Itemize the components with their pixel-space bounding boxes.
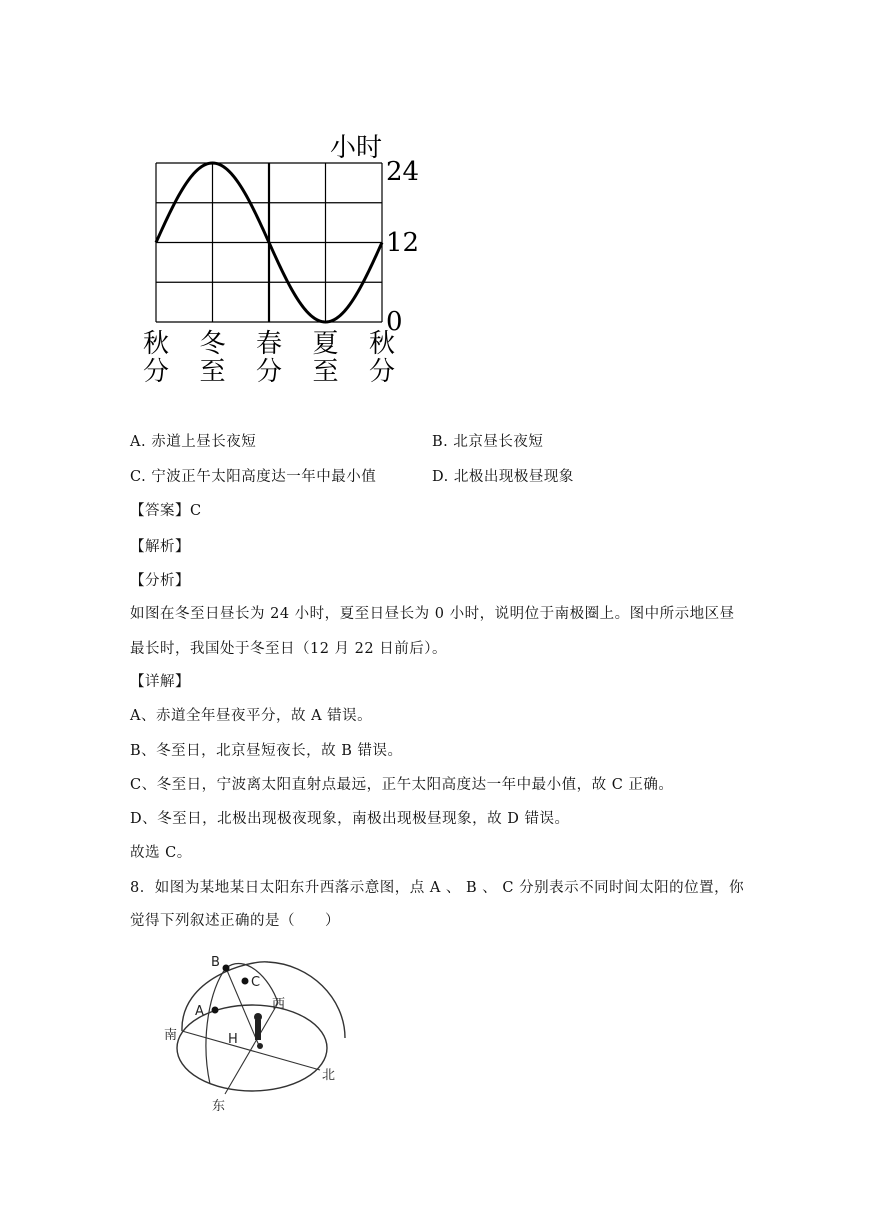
q8-line-2: 觉得下列叙述正确的是（ ）	[130, 913, 340, 929]
ytick-0: 0	[386, 307, 403, 337]
x-tick-label: 分	[142, 357, 170, 387]
detail-b: B、冬至日，北京昼短夜长，故 B 错误。	[130, 743, 403, 759]
x-tick-label: 夏	[312, 329, 339, 359]
label-west: 西	[272, 997, 286, 1012]
detail-a: A、赤道全年昼夜平分，故 A 错误。	[130, 708, 373, 724]
sun-point-c	[242, 978, 249, 985]
x-tick-label: 秋	[368, 329, 396, 359]
label-b: B	[211, 955, 220, 970]
detail-heading: 【详解】	[130, 674, 190, 690]
day-length-chart	[140, 130, 420, 390]
analysis-heading: 【解析】	[130, 539, 190, 555]
x-tick-labels	[143, 329, 395, 387]
ytick-12: 12	[386, 228, 420, 258]
x-tick-label: 秋	[142, 329, 170, 359]
conclusion: 故选 C。	[130, 845, 192, 861]
label-south: 南	[164, 1028, 178, 1043]
sun-point-b	[223, 965, 230, 972]
x-tick-label: 至	[199, 357, 226, 387]
detail-c: C、冬至日，宁波离太阳直射点最远，正午太阳高度达一年中最小值，故 C 正确。	[130, 777, 674, 793]
fenxi-text-1: 如图在冬至日昼长为 24 小时，夏至日昼长为 0 小时，说明位于南极圈上。图中所示地区昼	[130, 606, 735, 622]
label-h: H	[228, 1032, 238, 1047]
x-tick-label: 分	[368, 357, 396, 387]
ytick-24: 24	[386, 157, 420, 187]
fenxi-heading: 【分析】	[130, 573, 190, 589]
label-east: 东	[212, 1099, 226, 1114]
detail-d: D、冬至日，北极出现极夜现象，南极出现极昼现象，故 D 错误。	[130, 811, 570, 827]
sun-path-diagram	[160, 948, 360, 1118]
observer-figure	[255, 1020, 261, 1040]
label-north: 北	[322, 1068, 336, 1083]
y-unit-label: 小时	[330, 133, 383, 163]
x-tick-label: 至	[312, 357, 339, 387]
option-d: D. 北极出现极昼现象	[432, 469, 574, 485]
option-a: A. 赤道上昼长夜短	[130, 434, 257, 450]
x-tick-label: 分	[255, 357, 283, 387]
x-tick-label: 冬	[199, 329, 226, 359]
sun-point-a	[212, 1007, 219, 1014]
q8-line-1: 8．如图为某地某日太阳东升西落示意图，点 A 、 B 、 C 分别表示不同时间太阳的位置，你	[130, 880, 745, 896]
option-c: C. 宁波正午太阳高度达一年中最小值	[130, 469, 377, 485]
east-west-line	[225, 1003, 278, 1094]
x-tick-label: 春	[255, 329, 283, 359]
label-c: C	[251, 975, 261, 990]
option-b: B. 北京昼长夜短	[432, 434, 544, 450]
label-a: A	[195, 1004, 204, 1019]
south-north-line	[182, 1031, 320, 1070]
answer-line: 【答案】C	[130, 503, 202, 519]
fenxi-text-2: 最长时，我国处于冬至日（12 月 22 日前后）。	[130, 641, 447, 657]
